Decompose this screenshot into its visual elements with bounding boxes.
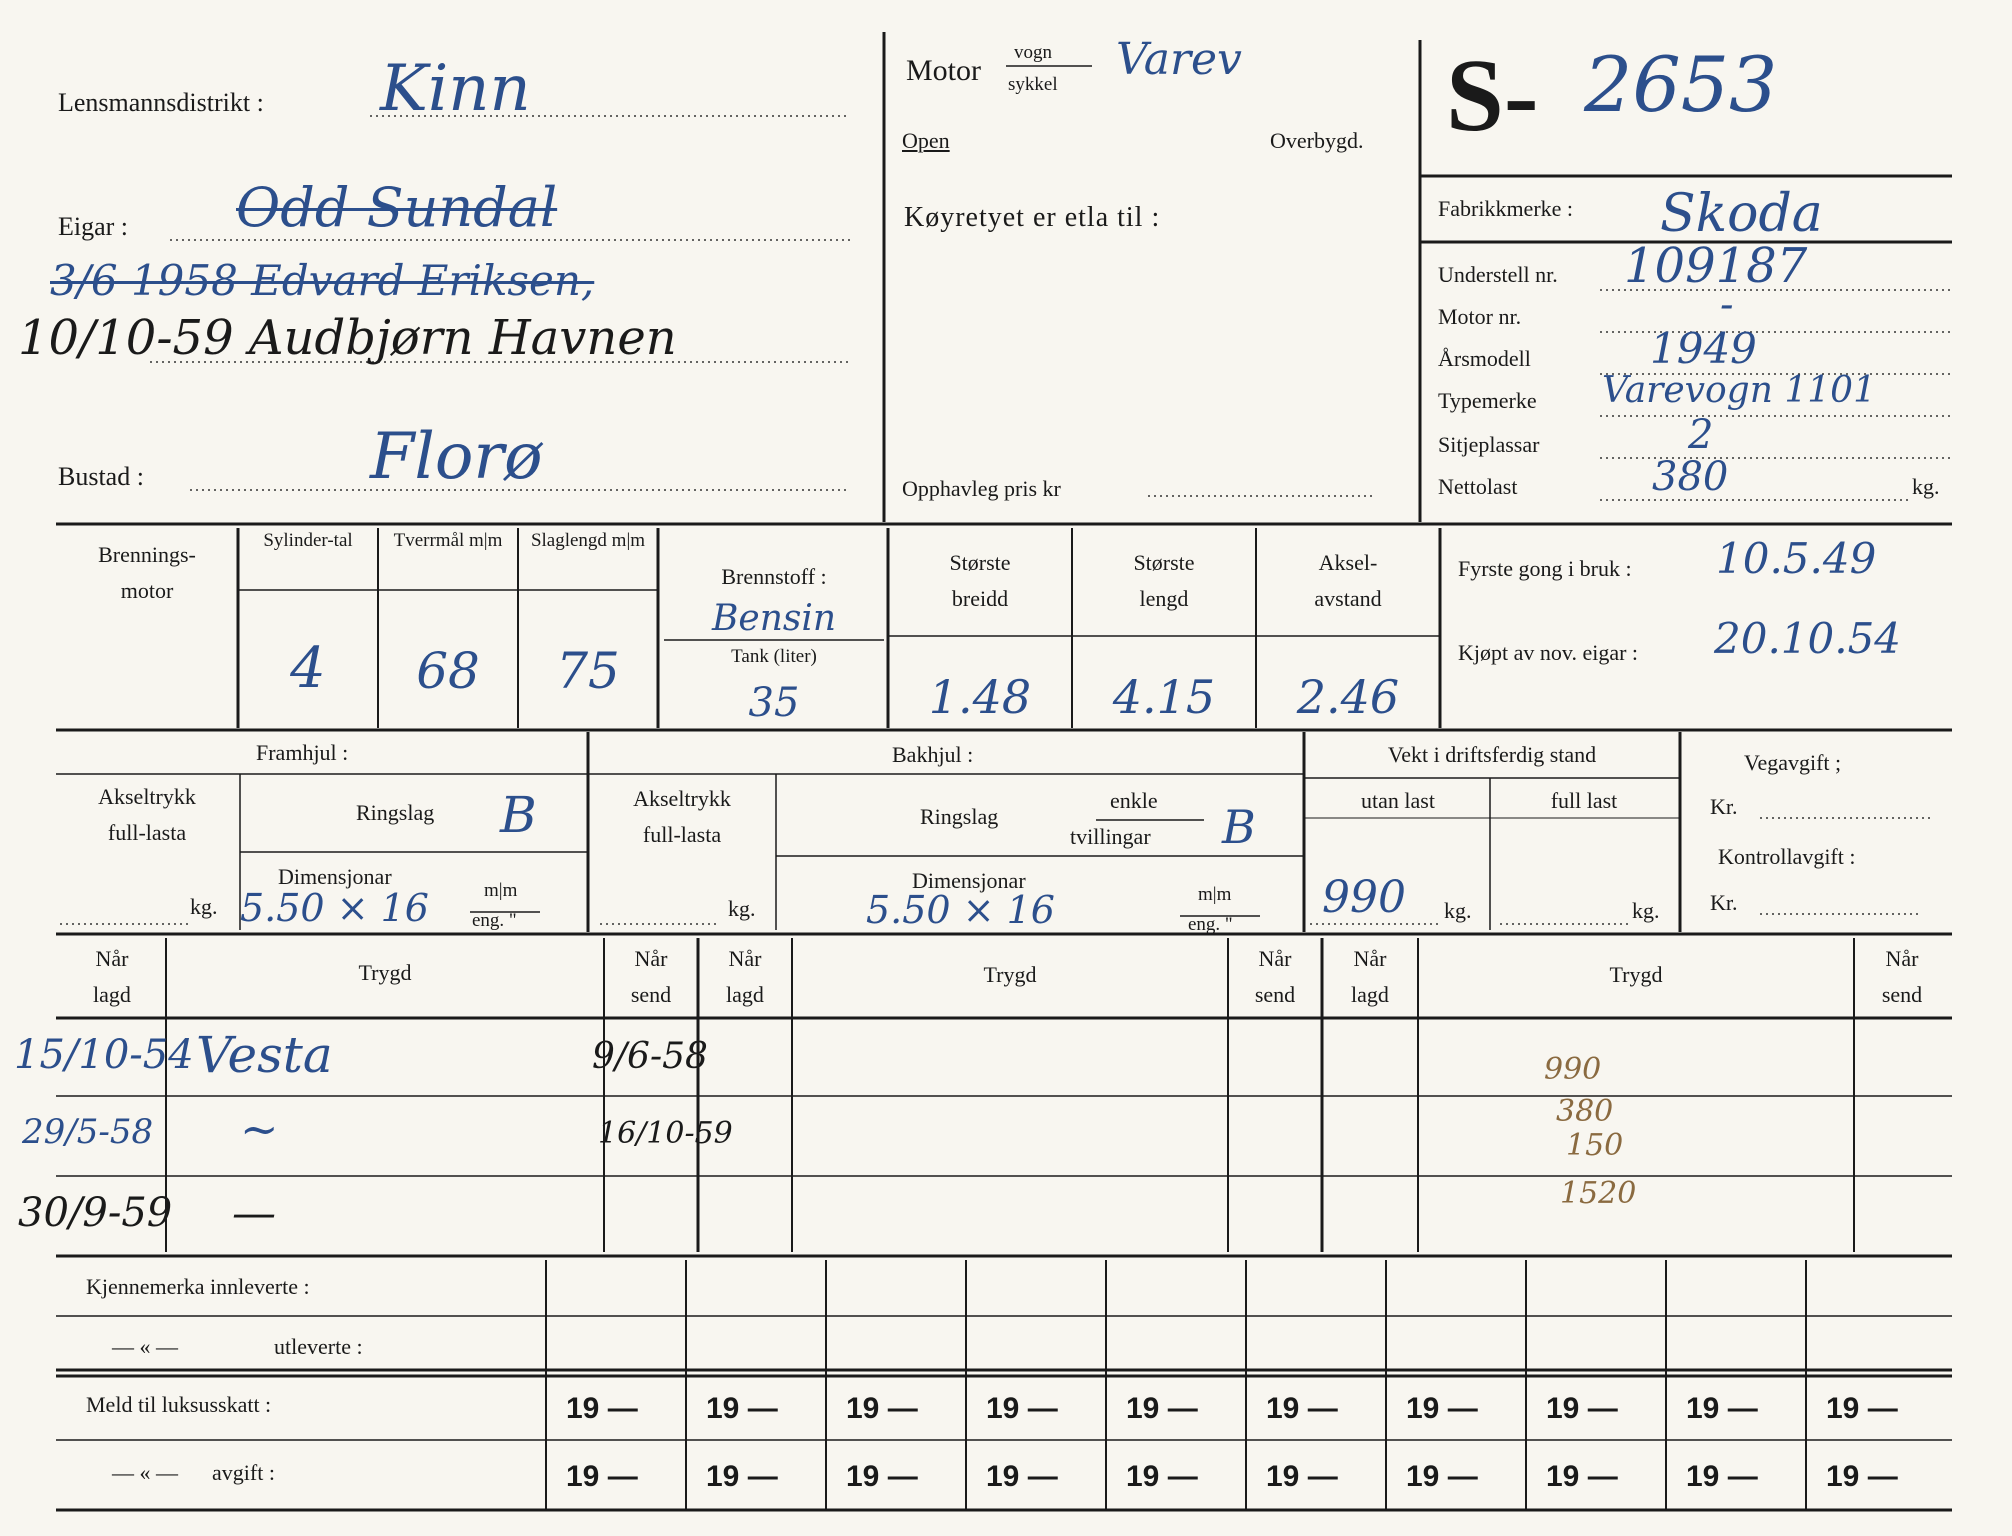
tank-label: Tank (liter): [731, 646, 817, 667]
motor-opt-sykkel: sykkel: [1008, 74, 1058, 95]
laden-kg: kg.: [1632, 898, 1660, 923]
motor-value[interactable]: Varev: [1116, 34, 1242, 85]
luxury-fee-year-8[interactable]: 19 —: [1546, 1460, 1618, 1493]
luxury-fee-year-7[interactable]: 19 —: [1406, 1460, 1478, 1493]
rear-axle-load-2: full-lasta: [642, 822, 722, 847]
luxury-fee-year-6[interactable]: 19 —: [1266, 1460, 1338, 1493]
net-unit: kg.: [1912, 474, 1940, 499]
reg-prefix: S-: [1446, 38, 1539, 153]
col-laid-2b: lagd: [726, 982, 764, 1007]
col-sent-2a: send: [630, 982, 672, 1007]
col-laid-1c: Når: [1353, 946, 1387, 971]
front-eng: eng. ": [472, 910, 517, 931]
bought-label: Kjøpt av nov. eigar :: [1458, 640, 1639, 665]
row-1-sent[interactable]: 9/6-58: [592, 1036, 708, 1077]
col-ins-a: Trygd: [358, 960, 412, 985]
road-tax-kr: Kr.: [1710, 794, 1738, 819]
district-value[interactable]: Kinn: [380, 52, 531, 126]
row-2-sent[interactable]: 16/10-59: [598, 1116, 733, 1151]
col-sent-2c: send: [1881, 982, 1923, 1007]
col-laid-1a: Når: [95, 946, 129, 971]
open-label: Open: [902, 128, 950, 153]
front-mm: m|m: [484, 880, 518, 901]
control-fee-label: Kontrollavgift :: [1718, 844, 1856, 869]
year-label: Årsmodell: [1438, 346, 1531, 371]
plates-delivered-label: Kjennemerka innleverte :: [86, 1274, 310, 1299]
net-value[interactable]: 380: [1652, 454, 1729, 500]
tank-value[interactable]: 35: [748, 680, 800, 726]
front-tyre-value[interactable]: B: [500, 786, 537, 844]
chassis-label: Understell nr.: [1438, 262, 1558, 287]
engine-no-value[interactable]: -: [1720, 282, 1734, 328]
rear-tyre-enkle: enkle: [1110, 788, 1158, 813]
chassis-value[interactable]: 109187: [1624, 238, 1808, 294]
front-wheel-title: Framhjul :: [256, 740, 349, 765]
address-label: Bustad :: [58, 462, 144, 491]
fuel-value[interactable]: Bensin: [711, 598, 837, 639]
front-axle-load-1: Akseltrykk: [98, 784, 196, 809]
luxury-report-year-6[interactable]: 19 —: [1266, 1392, 1338, 1425]
calc-2: 380: [1556, 1094, 1614, 1129]
col-sent-1a: Når: [634, 946, 668, 971]
luxury-fee-year-3[interactable]: 19 —: [846, 1460, 918, 1493]
motor-label: Motor: [906, 54, 981, 87]
row-1-laid[interactable]: 15/10-54: [14, 1032, 194, 1078]
col-laid-2c: lagd: [1351, 982, 1389, 1007]
axle-label-2: avstand: [1314, 586, 1382, 611]
rear-wheel-title: Bakhjul :: [892, 742, 974, 767]
luxury-report-year-9[interactable]: 19 —: [1686, 1392, 1758, 1425]
length-label-2: lengd: [1139, 586, 1189, 611]
unladen-value[interactable]: 990: [1322, 872, 1406, 923]
length-value[interactable]: 4.15: [1112, 670, 1216, 724]
width-label-1: Største: [949, 550, 1011, 575]
calc-1: 990: [1544, 1052, 1602, 1087]
owner-current[interactable]: 10/10-59 Audbjørn Havnen: [18, 310, 677, 366]
bought-value[interactable]: 20.10.54: [1714, 614, 1902, 663]
make-value[interactable]: Skoda: [1660, 184, 1823, 244]
make-label: Fabrikkmerke :: [1438, 196, 1574, 221]
width-value[interactable]: 1.48: [928, 670, 1032, 724]
rear-mm: m|m: [1198, 884, 1232, 905]
luxury-fee-label: avgift :: [212, 1460, 275, 1485]
unladen-kg: kg.: [1444, 898, 1472, 923]
motor-opt-vogn: vogn: [1014, 42, 1052, 63]
district-label: Lensmannsdistrikt :: [58, 88, 264, 117]
luxury-report-label: Meld til luksusskatt :: [86, 1392, 272, 1417]
luxury-report-year-1[interactable]: 19 —: [566, 1392, 638, 1425]
owner-struck-2: 3/6 1958 Edvard Eriksen,: [50, 256, 595, 305]
rear-tyre-tvillingar: tvillingar: [1070, 824, 1151, 849]
width-label-2: breidd: [951, 586, 1009, 611]
rear-tyre-label: Ringslag: [920, 804, 999, 829]
front-axle-load-2: full-lasta: [107, 820, 187, 845]
cyl-label: Sylinder-tal: [263, 530, 353, 551]
plates-returned-prefix: — « —: [112, 1334, 178, 1359]
luxury-report-year-10[interactable]: 19 —: [1826, 1392, 1898, 1425]
type-label: Typemerke: [1438, 388, 1537, 413]
type-value[interactable]: Varevogn 1101: [1602, 370, 1876, 411]
first-use-label: Fyrste gong i bruk :: [1458, 556, 1632, 581]
luxury-fee-year-2[interactable]: 19 —: [706, 1460, 778, 1493]
unladen-label: utan last: [1361, 788, 1435, 813]
rear-dim-value[interactable]: 5.50 × 16: [866, 888, 1055, 932]
engine-no-label: Motor nr.: [1438, 304, 1522, 329]
row-1-ins[interactable]: Vesta: [196, 1026, 333, 1084]
luxury-report-year-4[interactable]: 19 —: [986, 1392, 1058, 1425]
reg-number[interactable]: 2653: [1584, 40, 1778, 129]
road-tax-label: Vegavgift ;: [1744, 750, 1842, 775]
luxury-fee-year-9[interactable]: 19 —: [1686, 1460, 1758, 1493]
luxury-report-year-2[interactable]: 19 —: [706, 1392, 778, 1425]
bore-label: Tverrmål m|m: [393, 530, 503, 551]
weight-title: Vekt i driftsferdig stand: [1387, 742, 1597, 767]
covered-label: Overbygd.: [1270, 128, 1364, 153]
rear-eng: eng. ": [1188, 914, 1233, 935]
engine-title-2: motor: [120, 578, 174, 603]
length-label-1: Største: [1133, 550, 1195, 575]
bore-value[interactable]: 68: [416, 642, 480, 700]
calc-3: 150: [1566, 1128, 1624, 1163]
engine-title-1: Brennings-: [98, 542, 196, 567]
luxury-report-year-3[interactable]: 19 —: [846, 1392, 918, 1425]
col-ins-c: Trygd: [1609, 962, 1663, 987]
purpose-label: Køyretyet er etla til :: [904, 202, 1161, 233]
calc-4: 1520: [1560, 1176, 1637, 1211]
front-dim-label: Dimensjonar: [278, 864, 392, 889]
front-axle-kg: kg.: [190, 894, 218, 919]
col-laid-1b: Når: [728, 946, 762, 971]
col-sent-1c: Når: [1885, 946, 1919, 971]
rear-dim-label: Dimensjonar: [912, 868, 1026, 893]
row-3-ins[interactable]: —: [232, 1188, 276, 1239]
luxury-fee-prefix: — « —: [112, 1460, 178, 1485]
col-laid-2a: lagd: [93, 982, 131, 1007]
axle-value[interactable]: 2.46: [1296, 670, 1400, 724]
rear-axle-kg: kg.: [728, 896, 756, 921]
col-sent-1b: Når: [1258, 946, 1292, 971]
year-value[interactable]: 1949: [1650, 324, 1757, 373]
seats-label: Sitjeplassar: [1438, 432, 1540, 457]
owner-struck-1: Odd Sundal: [236, 176, 558, 239]
luxury-fee-year-5[interactable]: 19 —: [1126, 1460, 1198, 1493]
luxury-fee-year-1[interactable]: 19 —: [566, 1460, 638, 1493]
row-2-ins[interactable]: ~: [240, 1102, 279, 1156]
plates-returned-label: utleverte :: [274, 1334, 363, 1359]
fuel-label: Brennstoff :: [721, 564, 827, 589]
luxury-report-year-8[interactable]: 19 —: [1546, 1392, 1618, 1425]
stroke-label: Slaglengd m|m: [530, 530, 646, 551]
first-use-value[interactable]: 10.5.49: [1716, 534, 1877, 583]
row-2-laid[interactable]: 29/5-58: [22, 1112, 154, 1152]
col-ins-b: Trygd: [983, 962, 1037, 987]
net-label: Nettolast: [1438, 474, 1518, 499]
luxury-fee-year-4[interactable]: 19 —: [986, 1460, 1058, 1493]
rear-tyre-value[interactable]: B: [1222, 800, 1256, 854]
cyl-value[interactable]: 4: [290, 636, 326, 701]
owner-label: Eigar :: [58, 212, 129, 241]
luxury-report-year-5[interactable]: 19 —: [1126, 1392, 1198, 1425]
axle-label-1: Aksel-: [1318, 550, 1378, 575]
luxury-fee-year-10[interactable]: 19 —: [1826, 1460, 1898, 1493]
front-dim-value[interactable]: 5.50 × 16: [240, 886, 429, 930]
col-sent-2b: send: [1254, 982, 1296, 1007]
rear-axle-load-1: Akseltrykk: [633, 786, 731, 811]
price-label: Opphavleg pris kr: [902, 476, 1061, 501]
control-fee-kr: Kr.: [1710, 890, 1738, 915]
front-tyre-label: Ringslag: [356, 800, 435, 825]
luxury-report-year-7[interactable]: 19 —: [1406, 1392, 1478, 1425]
row-3-laid[interactable]: 30/9-59: [18, 1190, 173, 1236]
seats-value[interactable]: 2: [1688, 412, 1714, 458]
stroke-value[interactable]: 75: [556, 642, 620, 700]
address-value[interactable]: Florø: [370, 420, 543, 494]
laden-label: full last: [1550, 788, 1618, 813]
